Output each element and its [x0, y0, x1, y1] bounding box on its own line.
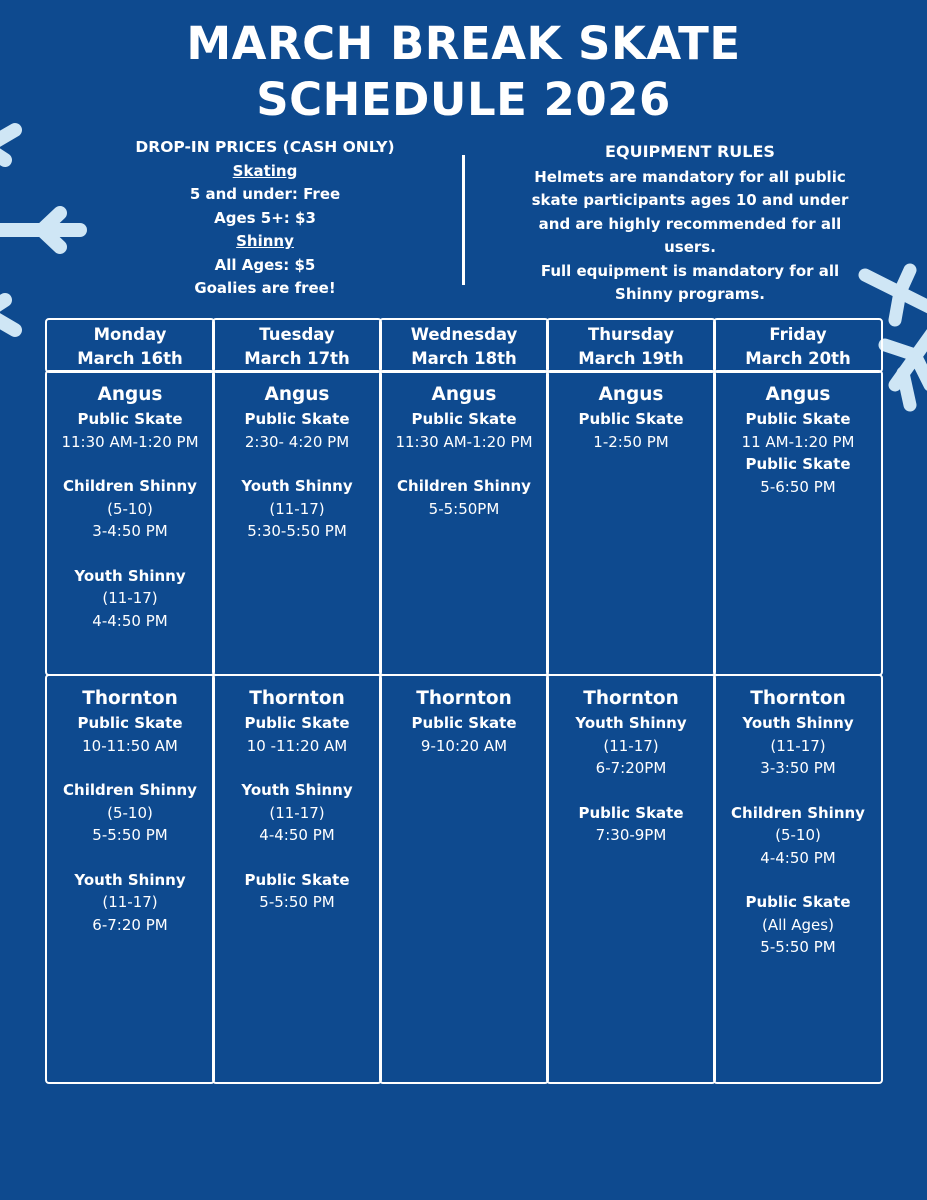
goalies-note: Goalies are free! [194, 279, 336, 297]
drop-in-prices-section [110, 136, 420, 301]
location-name: Thornton [249, 688, 345, 709]
session-name: Public Skate [578, 803, 684, 822]
shinny-price: All Ages: $5 [214, 255, 316, 274]
session-name: Public Skate [77, 410, 183, 428]
session-item [548, 408, 714, 453]
session-detail: (11-17) [269, 803, 325, 822]
session-name: Public Skate [578, 410, 684, 428]
session-name: Public Skate [411, 410, 517, 428]
angus-cell-monday [45, 370, 215, 676]
day-name: Monday [93, 325, 167, 344]
session-detail: (11-17) [269, 499, 325, 518]
session-detail: 6-7:20 PM [92, 915, 168, 934]
session-detail: 5-5:50 PM [259, 893, 335, 911]
session-detail: 11 AM-1:20 PM [741, 432, 855, 451]
day-header-wednesday [379, 318, 549, 373]
session-detail: 5-6:50 PM [760, 477, 836, 496]
session-item [381, 712, 547, 757]
day-header-friday [713, 318, 883, 373]
session-name: Youth Shinny [241, 477, 353, 495]
location-name: Angus [97, 384, 163, 405]
session-name: Public Skate [244, 714, 350, 732]
session-name: Public Skate [244, 870, 350, 889]
session-item [47, 408, 213, 453]
day-name: Tuesday [259, 325, 335, 344]
session-name: Public Skate [745, 410, 851, 428]
session-detail: (11-17) [603, 736, 659, 755]
session-detail: (All Ages) [762, 915, 834, 934]
session-name: Children Shinny [63, 781, 197, 799]
session-name: Youth Shinny [575, 714, 687, 732]
session-detail: 5-5:50PM [428, 499, 500, 518]
section-divider [462, 155, 465, 285]
session-detail: (5-10) [107, 499, 153, 518]
session-item [214, 712, 380, 757]
equipment-rules-section [510, 140, 870, 307]
session-detail: (11-17) [102, 893, 158, 911]
session-item [381, 475, 547, 520]
session-detail: 5-5:50 PM [92, 826, 168, 844]
thornton-cell-tuesday [212, 674, 382, 1084]
session-item [715, 408, 881, 453]
title-line-1: MARCH BREAK SKATE [186, 17, 741, 70]
skating-label: Skating [232, 161, 298, 180]
session-detail: 5:30-5:50 PM [247, 522, 347, 540]
thornton-cell-monday [45, 674, 215, 1084]
angus-cell-friday [713, 370, 883, 676]
session-detail: 7:30-9PM [595, 826, 667, 844]
session-detail: 10 -11:20 AM [246, 736, 348, 755]
thornton-cell-friday [713, 674, 883, 1084]
session-name: Public Skate [77, 714, 183, 732]
session-item [715, 891, 881, 959]
angus-cell-wednesday [379, 370, 549, 676]
session-detail: 2:30- 4:20 PM [244, 432, 350, 451]
thornton-cell-wednesday [379, 674, 549, 1084]
session-name: Public Skate [745, 455, 851, 473]
location-name: Thornton [82, 688, 178, 709]
day-date: March 20th [745, 349, 851, 368]
session-name: Public Skate [244, 410, 350, 428]
page-title [0, 16, 927, 128]
session-name: Public Skate [745, 893, 851, 911]
session-detail: (11-17) [102, 589, 158, 607]
session-name: Youth Shinny [74, 870, 186, 889]
day-date: March 19th [578, 349, 684, 368]
location-name: Thornton [583, 688, 679, 709]
session-item [214, 779, 380, 847]
session-name: Public Skate [411, 714, 517, 732]
session-item [47, 779, 213, 847]
session-item [715, 802, 881, 870]
day-name: Wednesday [410, 325, 518, 344]
rules-line: skate participants ages 10 and under [531, 191, 849, 209]
session-detail: (5-10) [775, 826, 821, 844]
angus-cell-thursday [546, 370, 716, 676]
session-item [214, 869, 380, 914]
day-date: March 18th [411, 349, 517, 368]
session-detail: (11-17) [770, 736, 826, 755]
day-header-tuesday [212, 318, 382, 373]
session-detail: 11:30 AM-1:20 PM [61, 432, 199, 451]
session-item [715, 453, 881, 498]
session-detail: 5-5:50 PM [760, 938, 836, 956]
session-detail: 9-10:20 AM [420, 736, 508, 755]
session-name: Children Shinny [731, 803, 865, 822]
schedule-grid [45, 318, 883, 1084]
session-detail: 4-4:50 PM [92, 611, 168, 630]
thornton-cell-thursday [546, 674, 716, 1084]
session-detail: 3-3:50 PM [760, 759, 836, 777]
session-detail: 1-2:50 PM [593, 432, 669, 451]
session-item [47, 565, 213, 633]
session-item [548, 802, 714, 847]
location-name: Angus [765, 384, 831, 405]
skating-price-under5: 5 and under: Free [189, 185, 341, 203]
day-date: March 17th [244, 349, 350, 368]
location-name: Angus [264, 384, 330, 405]
location-name: Thornton [416, 688, 512, 709]
session-item [214, 475, 380, 543]
session-item [715, 712, 881, 780]
session-detail: 3-4:50 PM [92, 522, 168, 540]
day-header-monday [45, 318, 215, 373]
session-item [381, 408, 547, 453]
rules-heading: EQUIPMENT RULES [605, 142, 775, 161]
day-name: Thursday [588, 325, 674, 344]
shinny-label: Shinny [236, 232, 294, 250]
skating-price-5plus: Ages 5+: $3 [214, 208, 316, 227]
session-name: Youth Shinny [74, 566, 186, 585]
session-name: Children Shinny [397, 477, 531, 495]
session-item [47, 869, 213, 937]
session-item [47, 712, 213, 757]
session-detail: (5-10) [107, 803, 153, 822]
session-detail: 4-4:50 PM [259, 826, 335, 844]
session-detail: 6-7:20PM [595, 759, 667, 777]
angus-cell-tuesday [212, 370, 382, 676]
session-name: Youth Shinny [241, 781, 353, 799]
session-item [47, 475, 213, 543]
session-detail: 4-4:50 PM [760, 848, 836, 867]
location-name: Thornton [750, 688, 846, 709]
rules-line: Full equipment is mandatory for all [540, 261, 840, 280]
day-header-thursday [546, 318, 716, 373]
session-item [548, 712, 714, 780]
prices-heading: DROP-IN PRICES (CASH ONLY) [135, 138, 395, 156]
session-detail: 10-11:50 AM [82, 736, 178, 755]
rules-line: Shinny programs. [615, 285, 765, 303]
day-name: Friday [769, 325, 827, 344]
session-name: Youth Shinny [742, 714, 854, 732]
day-date: March 16th [77, 349, 183, 368]
session-detail: 11:30 AM-1:20 PM [395, 432, 533, 451]
rules-line: users. [664, 238, 716, 256]
rules-line: and are highly recommended for all [538, 214, 842, 233]
location-name: Angus [431, 384, 497, 405]
session-name: Children Shinny [63, 477, 197, 495]
location-name: Angus [598, 384, 664, 405]
rules-line: Helmets are mandatory for all public [534, 167, 846, 186]
session-item [214, 408, 380, 453]
title-line-2: SCHEDULE 2026 [256, 73, 671, 126]
